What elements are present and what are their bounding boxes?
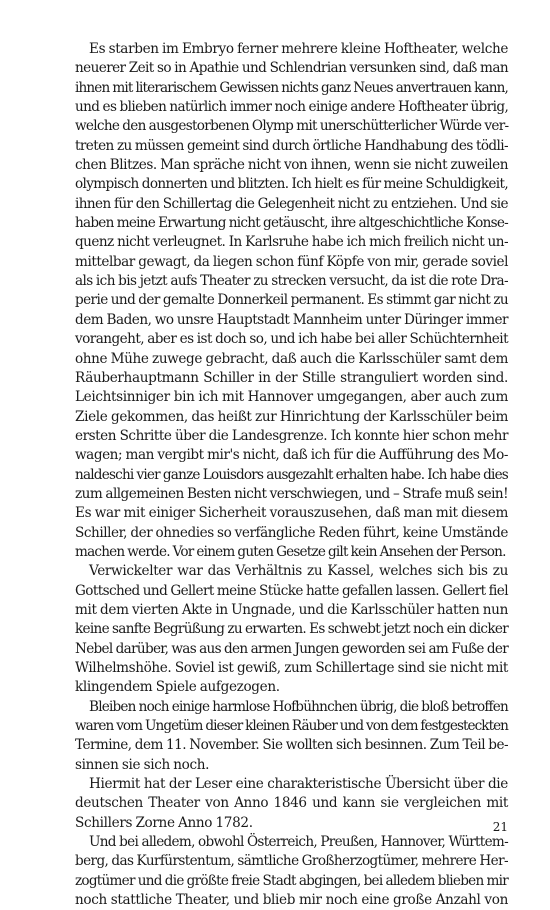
text-line: als ich bis jetzt aufs Theater zu strecken versucht, da ist die rote Dra- — [75, 273, 508, 290]
text-line: Termine, dem 11. November. Sie wollten sich besinnen. Zum Teil be- — [75, 737, 508, 754]
text-line: berg, das Kurfürstentum, sämtliche Großherzogtümer, mehrere Her- — [75, 853, 508, 870]
text-line: ersten Schritte über die Landesgrenze. Ich konnte hier schon mehr — [75, 427, 508, 444]
paragraph — [75, 698, 508, 775]
text-line: Es war mit einiger Sicherheit vorauszusehen, daß man mit diesem — [75, 505, 508, 522]
text-line: Schiller, der ohnedies so verfängliche Reden führt, keine Umstände — [75, 524, 508, 541]
text-line: haben meine Erwartung nicht getäuscht, ihre altgeschichtliche Konse- — [75, 215, 508, 232]
text-line: und es blieben natürlich immer noch einige andere Hoftheater übrig, — [75, 99, 509, 116]
text-line: Verwickelter war das Verhältnis zu Kassel, welches sich bis zu — [89, 563, 508, 580]
text-line: Hiermit hat der Leser eine charakteristische Übersicht über die — [89, 776, 508, 793]
text-line: Wilhelmshöhe. Soviel ist gewiß, zum Schillertage sind sie nicht mit — [75, 660, 508, 676]
paragraph — [75, 833, 508, 910]
text-line: Leichtsinniger bin ich mit Hannover umgegangen, aber auch zum — [75, 389, 508, 406]
text-line: dem Baden, wo unsre Hauptstadt Mannheim unter Düringer immer — [75, 311, 508, 328]
text-line: noch stattliche Theater, und blieb mir noch eine große Anzahl von — [75, 892, 508, 909]
text-line: sinnen sie sich noch. — [75, 756, 210, 773]
text-line: Nebel darüber, was aus den armen Jungen geworden sei am Fuße der — [75, 640, 508, 657]
paragraph — [75, 775, 508, 833]
page-number: 21 — [492, 820, 508, 834]
text-line: keine sanfte Begrüßung zu erwarten. Es schwebt jetzt noch ein dicker — [75, 621, 508, 638]
text-line: naldeschi vier ganze Louisdors ausgezahlt erhalten habe. Ich habe dies — [75, 466, 508, 483]
text-line: Räuberhauptmann Schiller in der Stille stranguliert worden sind. — [75, 369, 508, 386]
text-line: Es starben im Embryo ferner mehrere kleine Hoftheater, welche — [89, 41, 509, 57]
text-line: klingendem Spiele aufgezogen. — [75, 679, 280, 696]
text-line: zogtümer und die größte freie Stadt abgingen, bei alledem blieben mir — [75, 872, 508, 889]
body-text — [75, 40, 508, 910]
text-line: treten zu müssen gemeint sind durch örtliche Handhabung des tödli- — [75, 137, 508, 154]
text-line: Gottsched und Gellert meine Stücke hatte gefallen lassen. Gellert fiel — [75, 582, 508, 599]
text-line: ohne Mühe zuwege gebracht, daß auch die Karlsschüler samt dem — [75, 350, 508, 367]
text-line: waren vom Ungetüm dieser kleinen Räuber und von dem festgesteckten — [75, 718, 508, 735]
text-line: quenz nicht verleugnet. In Karlsruhe habe ich mich freilich nicht un- — [75, 234, 508, 251]
paragraph — [75, 40, 508, 562]
paragraph — [75, 562, 508, 697]
text-line: wagen; man vergibt mir's nicht, daß ich für die Aufführung des Mo- — [75, 447, 508, 464]
text-line: chen Blitzes. Man spräche nicht von ihnen, wenn sie nicht zuweilen — [75, 157, 508, 174]
text-line: machen werde. Vor einem guten Gesetze gilt kein Ansehen der Person. — [75, 543, 506, 560]
text-line: Bleiben noch einige harmlose Hofbühnchen übrig, die bloß betroffen — [89, 698, 508, 715]
text-line: mit dem vierten Akte in Ungnade, und die Karlsschüler hatten nun — [75, 601, 508, 618]
text-line: zum allgemeinen Besten nicht verschwiegen, und – Strafe muß sein! — [75, 485, 508, 502]
text-line: ihnen mit literarischem Gewissen nichts ganz Neues anvertrauen kann, — [75, 79, 508, 96]
text-line: Schillers Zorne Anno 1782. — [75, 814, 253, 831]
text-line: mittelbar gewagt, da liegen schon fünf Köpfe von mir, gerade soviel — [75, 253, 508, 270]
text-line: Ziele gekommen, das heißt zur Hinrichtung der Karlsschüler beim — [75, 408, 508, 425]
text-line: neuerer Zeit so in Apathie und Schlendrian versunken sind, daß man — [75, 60, 508, 77]
text-line: deutschen Theater von Anno 1846 und kann sie vergleichen mit — [75, 795, 508, 812]
text-line: vorangeht, aber es ist doch so, und ich habe bei aller Schüchternheit — [75, 331, 508, 348]
text-line: ihnen für den Schillertag die Gelegenheit nicht zu entziehen. Und sie — [75, 195, 508, 212]
text-line: welche den ausgestorbenen Olymp mit unerschütterlicher Würde ver- — [75, 118, 509, 135]
text-line: olympisch donnerten und blitzten. Ich hielt es für meine Schuldigkeit, — [75, 176, 508, 193]
text-line: perie und der gemalte Donnerkeil permanent. Es stimmt gar nicht zu — [75, 292, 509, 309]
text-line: Und bei alledem, obwohl Österreich, Preußen, Hannover, Württem- — [89, 834, 508, 851]
